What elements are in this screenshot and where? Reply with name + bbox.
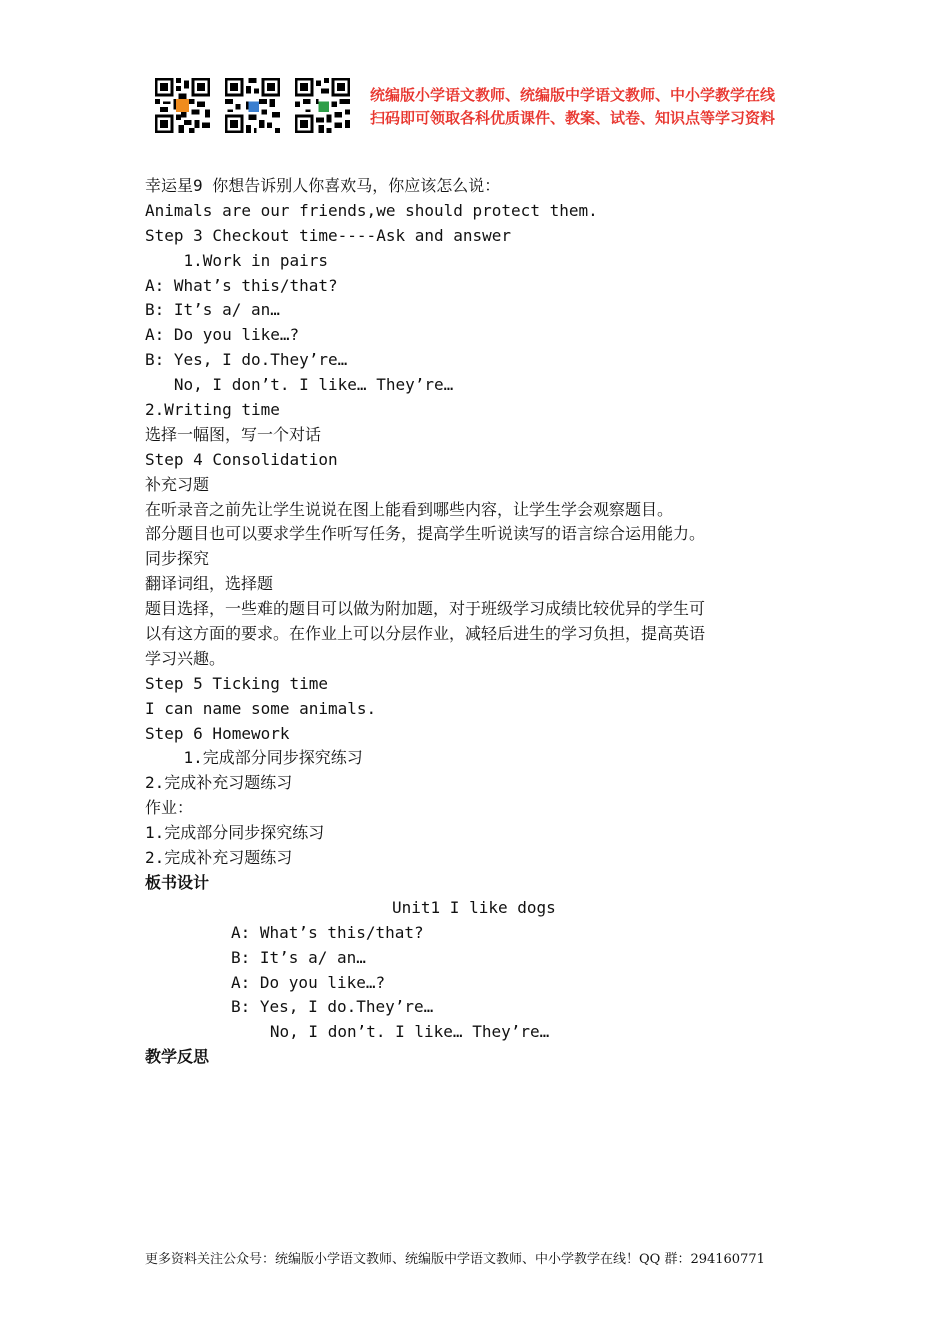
text-line: 学习兴趣。 — [145, 648, 226, 668]
text-line: 选择一幅图，写一个对话 — [145, 424, 322, 444]
qr-code-2 — [225, 78, 280, 133]
text-line: 翻译词组，选择题 — [145, 574, 274, 594]
board-title: Unit1 I like dogs — [392, 897, 556, 917]
text-line: 补充习题 — [145, 474, 210, 494]
text-line: 2.完成补充习题练习 — [145, 773, 293, 793]
page-footer: 更多资料关注公众号：统编版小学语文教师、统编版中学语文教师、中小学教学在线！QQ 群：294160771 — [145, 1252, 765, 1267]
board-line: B: It’s a/ an… — [231, 947, 366, 967]
board-line: B: Yes, I do.They’re… — [231, 997, 434, 1017]
board-line: No, I don’t. I like… They’re… — [241, 1022, 550, 1042]
text-line: Step 3 Checkout time----Ask and answer — [145, 225, 512, 245]
text-line: Animals are our friends,we should protect them. — [145, 200, 598, 220]
text-line: A: What’s this/that? — [145, 275, 338, 295]
text-line: I can name some animals. — [145, 698, 377, 718]
qr-code-1 — [155, 78, 210, 133]
text-line: Step 5 Ticking time — [145, 673, 329, 693]
text-line: Step 4 Consolidation — [145, 449, 338, 469]
text-line: No, I don’t. I like… They’re… — [145, 375, 454, 395]
text-line: 1.完成部分同步探究练习 — [145, 823, 325, 843]
page-header — [155, 78, 815, 138]
text-line: 同步探究 — [145, 549, 210, 569]
promo-line-2: 扫码即可领取各科优质课件、教案、试卷、知识点等学习资料 — [370, 109, 776, 127]
text-line: 作业： — [145, 798, 194, 818]
text-line: 1.Work in pairs — [145, 250, 329, 270]
text-line: 2.Writing time — [145, 400, 280, 420]
text-line: 题目选择，一些难的题目可以做为附加题，对于班级学习成绩比较优异的学生可 — [145, 599, 706, 619]
board-line: A: Do you like…? — [231, 972, 386, 992]
promo-line-1: 统编版小学语文教师、统编版中学语文教师、中小学教学在线 — [370, 86, 776, 104]
reflection-heading: 教学反思 — [145, 1047, 210, 1067]
board-design-heading: 板书设计 — [145, 872, 210, 892]
text-line: B: Yes, I do.They’re… — [145, 350, 348, 370]
text-line: A: Do you like…? — [145, 325, 300, 345]
text-line: Step 6 Homework — [145, 723, 290, 743]
qr-code-3 — [295, 78, 350, 133]
text-line: B: It’s a/ an… — [145, 300, 280, 320]
text-line: 2.完成补充习题练习 — [145, 848, 293, 868]
promo-text — [370, 84, 775, 130]
board-line: A: What’s this/that? — [231, 922, 424, 942]
lesson-content — [145, 174, 825, 1070]
text-line: 部分题目也可以要求学生作听写任务，提高学生听说读写的语言综合运用能力。 — [145, 524, 706, 544]
text-line: 以有这方面的要求。在作业上可以分层作业，减轻后进生的学习负担，提高英语 — [145, 624, 706, 644]
text-line: 幸运星9 你想告诉别人你喜欢马，你应该怎么说： — [145, 176, 501, 195]
text-line: 在听录音之前先让学生说说在图上能看到哪些内容，让学生学会观察题目。 — [145, 499, 674, 519]
text-line: 1.完成部分同步探究练习 — [145, 748, 363, 768]
